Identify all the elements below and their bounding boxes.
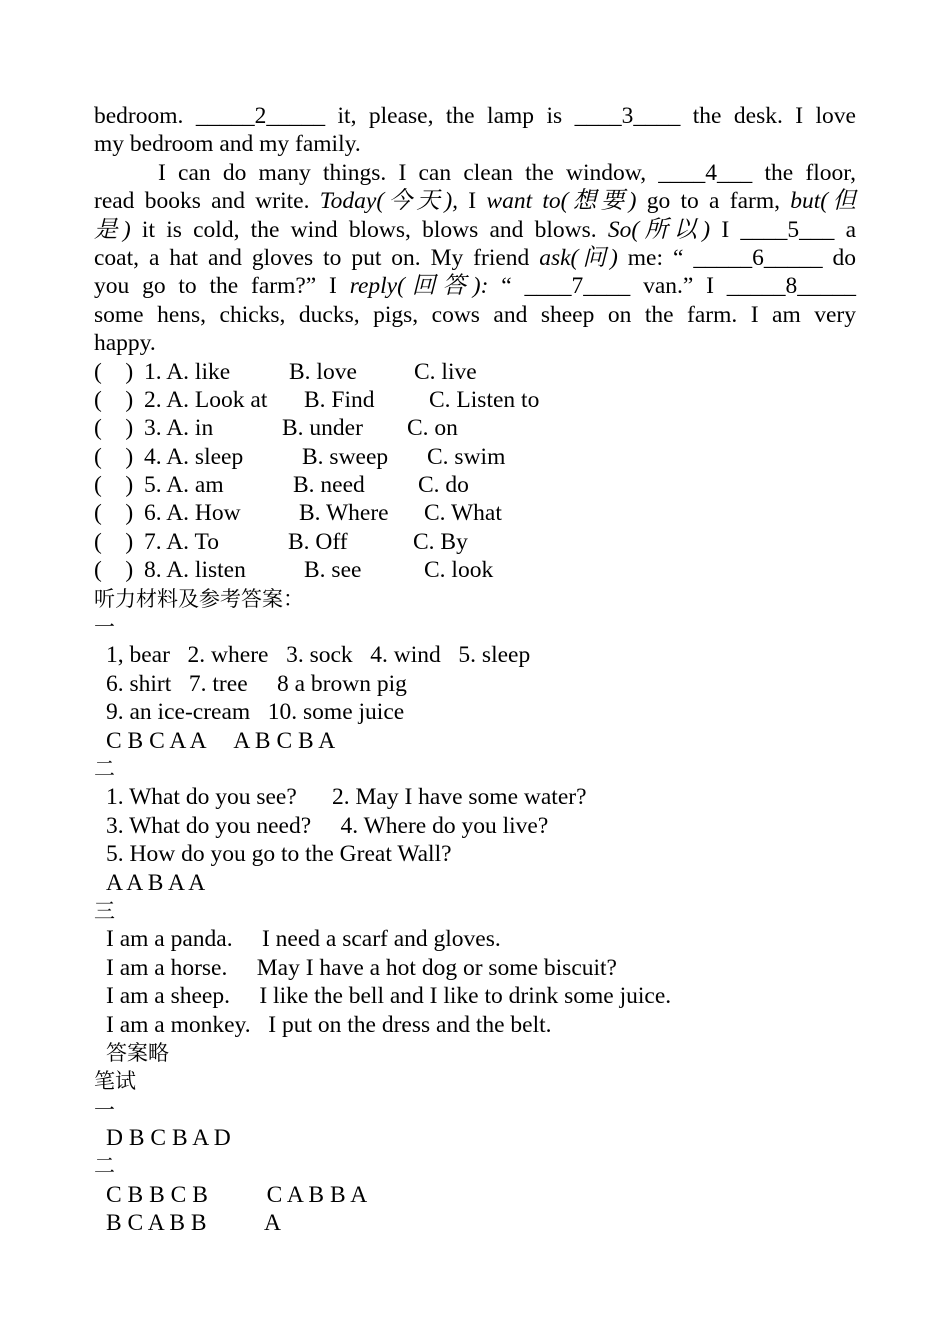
answer-line: 3. What do you need? 4. Where do you live? bbox=[106, 812, 549, 839]
answer-line: I am a monkey. I put on the dress and the belt. bbox=[106, 1011, 552, 1038]
passage-line-8: some hens, chicks, ducks, pigs, cows and sheep on the farm. I am very bbox=[94, 301, 856, 328]
option-row: ( ) 1. A. like B. love C. live bbox=[94, 358, 477, 385]
answer-blank[interactable]: ( ) bbox=[94, 358, 134, 385]
worksheet-page bbox=[94, 102, 856, 1238]
written-heading: 笔试 bbox=[94, 1069, 136, 1094]
answer-line: B C A B B A bbox=[106, 1210, 281, 1237]
answer-blank[interactable]: ( ) bbox=[94, 415, 134, 442]
option-row: ( ) 4. A. sleep B. sweep C. swim bbox=[94, 443, 506, 470]
passage-line-1: bedroom. _____2_____ it, please, the lamp is ____3____ the desk. I love bbox=[94, 103, 856, 129]
answer-line: A A B A A bbox=[106, 869, 206, 896]
passage-line-9: happy. bbox=[94, 330, 156, 357]
answer-line: 9. an ice-cream 10. some juice bbox=[106, 699, 405, 726]
answer-line: 1, bear 2. where 3. sock 4. wind 5. sleep bbox=[106, 642, 531, 669]
answer-line: I am a sheep. I like the bell and I like to drink some juice. bbox=[106, 983, 672, 1010]
answer-line: 5. How do you go to the Great Wall? bbox=[106, 841, 452, 868]
passage-line-5: 是) it is cold, the wind blows, blows and blows. So(所以) I ____5___ a bbox=[94, 216, 857, 243]
section-label: 二 bbox=[94, 1154, 115, 1179]
answer-line: I am a panda. I need a scarf and gloves. bbox=[106, 926, 501, 953]
section-label: 三 bbox=[94, 898, 115, 923]
option-row: ( ) 6. A. How B. Where C. What bbox=[94, 500, 502, 527]
answer-heading: 听力材料及参考答案： bbox=[94, 586, 304, 611]
option-row: ( ) 2. A. Look at B. Find C. Listen to bbox=[94, 386, 540, 413]
answer-line: 6. shirt 7. tree 8 a brown pig bbox=[106, 670, 407, 697]
option-row: ( ) 5. A. am B. need C. do bbox=[94, 472, 469, 499]
answer-line: I am a horse. May I have a hot dog or some biscuit? bbox=[106, 954, 617, 981]
section-label: 一 bbox=[94, 1097, 115, 1122]
answer-blank[interactable]: ( ) bbox=[94, 386, 134, 413]
passage-line-7: you go to the farm?” I reply(回答): “ ____7____ van.” I _____8_____ bbox=[94, 273, 857, 300]
section-label: 一 bbox=[94, 615, 115, 640]
answer-line: C B B C B C A B B A bbox=[106, 1181, 368, 1208]
answer-blank[interactable]: ( ) bbox=[94, 528, 134, 555]
answer-blank[interactable]: ( ) bbox=[94, 472, 134, 499]
passage-line-6: coat, a hat and gloves to put on. My friend ask(问) me: “ _____6_____ do bbox=[94, 244, 857, 271]
option-row: ( ) 7. A. To B. Off C. By bbox=[94, 528, 468, 555]
passage-line-3: I can do many things. I can clean the window, ____4___ the floor, bbox=[158, 159, 856, 186]
passage-line-4: read books and write. Today(今天), I want to(想要) go to a farm, but(但 bbox=[94, 188, 856, 215]
option-row: ( ) 8. A. listen B. see C. look bbox=[94, 557, 494, 584]
options-list bbox=[94, 358, 856, 585]
answer-blank[interactable]: ( ) bbox=[94, 557, 134, 584]
answer-blank[interactable]: ( ) bbox=[94, 500, 134, 527]
answer-line: C B C A A A B C B A bbox=[106, 727, 336, 754]
answer-blank[interactable]: ( ) bbox=[94, 443, 134, 470]
option-row: ( ) 3. A. in B. under C. on bbox=[94, 415, 458, 442]
passage-line-2: my bedroom and my family. bbox=[94, 131, 361, 158]
answer-line: D B C B A D bbox=[106, 1125, 231, 1152]
answer-line: 答案略 bbox=[106, 1040, 169, 1065]
answer-line: 1. What do you see? 2. May I have some water? bbox=[106, 784, 587, 811]
section-label: 二 bbox=[94, 756, 115, 781]
